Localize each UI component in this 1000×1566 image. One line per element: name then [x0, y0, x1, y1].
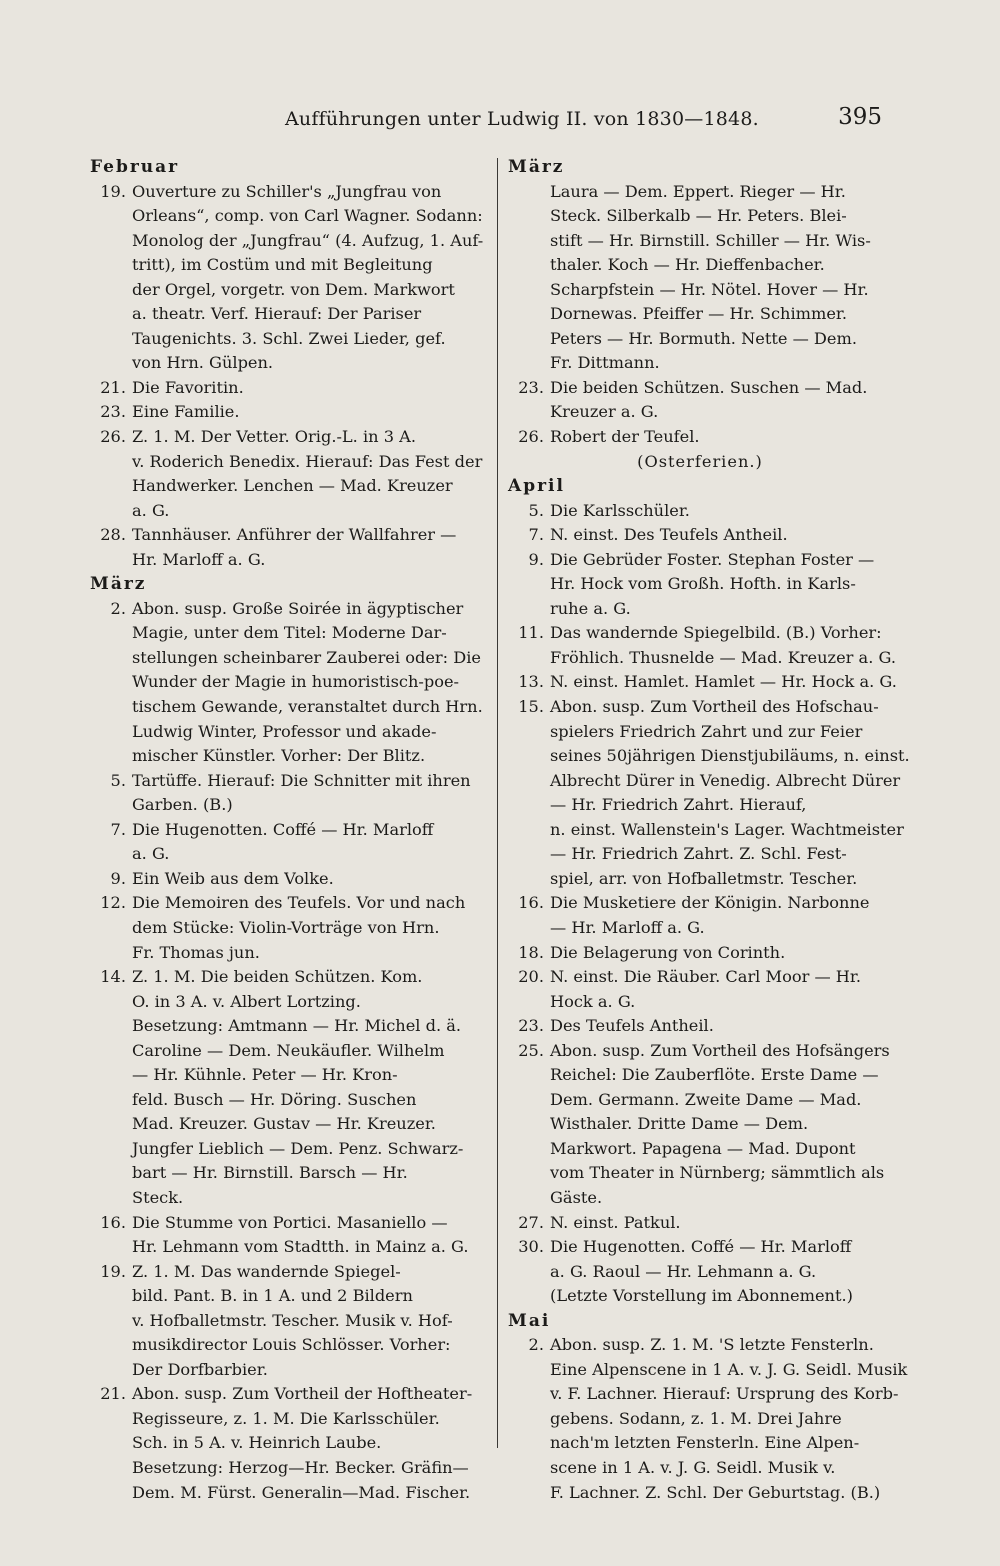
entry-date: 19. — [100, 181, 126, 201]
entry-text — [550, 965, 892, 1014]
performance-entry — [508, 1235, 892, 1309]
entry-text — [132, 891, 482, 965]
entry-line: Die Stumme von Portici. Masaniello — — [132, 1212, 448, 1232]
entry-line: Jungfer Lieblich — Dem. Penz. Schwarz- — [132, 1138, 464, 1158]
entry-line: spielers Friedrich Zahrt und zur Feier — [550, 721, 863, 741]
entry-text — [132, 769, 482, 818]
entry-line: Die Karlsschüler. — [550, 500, 690, 520]
entry-text — [550, 425, 892, 450]
entry-text — [550, 695, 910, 891]
entry-line: Gäste. — [550, 1187, 603, 1207]
section-note: (Osterferien.) — [637, 451, 763, 471]
entry-line: N. einst. Des Teufels Antheil. — [550, 525, 788, 545]
entry-line: Robert der Teufel. — [550, 427, 700, 447]
entry-line: Fr. Thomas jun. — [132, 942, 260, 962]
entry-date: 15. — [518, 697, 544, 717]
right-column — [508, 155, 910, 1505]
entry-line: Hr. Hock vom Großh. Hofth. in Karls- — [550, 574, 856, 594]
performance-entry — [508, 1014, 892, 1039]
entry-line: v. F. Lachner. Hierauf: Ursprung des Korb- — [550, 1384, 899, 1404]
entry-line: Taugenichts. 3. Schl. Zwei Lieder, gef. — [132, 328, 446, 348]
entry-line: v. Hofballetmstr. Tescher. Musik v. Hof- — [132, 1310, 453, 1330]
entry-line: a. G. — [132, 844, 170, 864]
entry-line: Caroline — Dem. Neukäufler. Wilhelm — [132, 1040, 445, 1060]
entry-date: 7. — [110, 819, 126, 839]
performance-entry — [90, 1260, 482, 1383]
entry-date: 21. — [100, 377, 126, 397]
entry-line: O. in 3 A. v. Albert Lortzing. — [132, 991, 361, 1011]
entry-line: Laura — Dem. Eppert. Rieger — Hr. — [550, 181, 846, 201]
performance-entry — [508, 523, 892, 548]
entry-date: 26. — [100, 427, 126, 447]
left-column — [90, 155, 482, 1505]
entry-date: 21. — [100, 1384, 126, 1404]
entry-date: 16. — [518, 893, 544, 913]
entry-line: Mad. Kreuzer. Gustav — Hr. Kreuzer. — [132, 1114, 436, 1134]
performance-entry — [508, 548, 892, 622]
performance-entry — [508, 621, 896, 670]
entry-line: — Hr. Friedrich Zahrt. Z. Schl. Fest- — [550, 844, 847, 864]
entry-line: Handwerker. Lenchen — Mad. Kreuzer — [132, 476, 453, 496]
entry-line: nach'm letzten Fensterln. Eine Alpen- — [550, 1433, 860, 1453]
month-heading: Mai — [508, 1310, 551, 1331]
entry-line: Wisthaler. Dritte Dame — Dem. — [550, 1114, 809, 1134]
entry-line: Garben. (B.) — [132, 795, 233, 815]
entry-line: Monolog der „Jungfrau“ (4. Aufzug, 1. Auf- — [132, 230, 484, 250]
performance-entry — [90, 1382, 482, 1505]
entry-line: Die Musketiere der Königin. Narbonne — [550, 893, 870, 913]
entry-date: 9. — [110, 868, 126, 888]
entry-line: a. G. — [132, 500, 170, 520]
entry-line: Dornewas. Pfeiffer — Hr. Schimmer. — [550, 304, 848, 324]
entry-line: Ein Weib aus dem Volke. — [132, 868, 334, 888]
entry-line: thaler. Koch — Hr. Dieffenbacher. — [550, 255, 825, 275]
entry-line: Kreuzer a. G. — [550, 402, 659, 422]
entry-line: gebens. Sodann, z. 1. M. Drei Jahre — [550, 1408, 842, 1428]
entry-line: Besetzung: Herzog—Hr. Becker. Gräfin— — [132, 1457, 469, 1477]
entry-line: tischem Gewande, veranstaltet durch Hrn. — [132, 697, 483, 717]
entry-text — [550, 1235, 892, 1309]
entry-text — [550, 891, 892, 940]
entry-line: Orleans“, comp. von Carl Wagner. Sodann: — [132, 206, 483, 226]
entry-line: Ludwig Winter, Professor und akade- — [132, 721, 437, 741]
entry-line: Des Teufels Antheil. — [550, 1016, 714, 1036]
entry-line: Die Memoiren des Teufels. Vor und nach — [132, 893, 466, 913]
entry-line: Sch. in 5 A. v. Heinrich Laube. — [132, 1433, 382, 1453]
entry-line: Abon. susp. Große Soirée in ägyptischer — [132, 598, 464, 618]
performance-entry — [90, 523, 482, 572]
entry-line: vom Theater in Nürnberg; sämmtlich als — [550, 1163, 885, 1183]
performance-entry — [508, 695, 910, 891]
entry-text — [550, 1211, 892, 1236]
performance-entry — [508, 965, 892, 1014]
entry-line: Abon. susp. Zum Vortheil des Hofsängers — [550, 1040, 890, 1060]
entry-line: Hr. Lehmann vom Stadtth. in Mainz a. G. — [132, 1237, 469, 1257]
entry-line: Die Belagerung von Corinth. — [550, 942, 786, 962]
entry-line: Magie, unter dem Titel: Moderne Dar- — [132, 623, 447, 643]
entry-line: — Hr. Kühnle. Peter — Hr. Kron- — [132, 1065, 398, 1085]
entry-line: a. G. Raoul — Hr. Lehmann a. G. — [550, 1261, 817, 1281]
performance-entry — [90, 376, 482, 401]
month-heading: April — [508, 476, 565, 497]
performance-entry — [90, 965, 482, 1210]
entry-line: Abon. susp. Zum Vortheil des Hofschau- — [550, 697, 879, 717]
entry-line: Z. 1. M. Der Vetter. Orig.-L. in 3 A. — [132, 427, 417, 447]
entry-text — [132, 400, 482, 425]
entry-date: 30. — [518, 1237, 544, 1257]
entry-line: feld. Busch — Hr. Döring. Suschen — [132, 1089, 417, 1109]
entry-line: scene in 1 A. v. J. G. Seidl. Musik v. — [550, 1457, 836, 1477]
entry-line: Fr. Dittmann. — [550, 353, 660, 373]
entry-line: ruhe a. G. — [550, 598, 631, 618]
entry-date: 28. — [100, 525, 126, 545]
entry-line: spiel, arr. von Hofballetmstr. Tescher. — [550, 868, 858, 888]
entry-line: Peters — Hr. Bormuth. Nette — Dem. — [550, 328, 857, 348]
entry-line: v. Roderich Benedix. Hierauf: Das Fest der — [132, 451, 483, 471]
entry-text — [132, 523, 482, 572]
entry-date: 2. — [528, 1335, 544, 1355]
entry-line: Die Gebrüder Foster. Stephan Foster — — [550, 549, 875, 569]
month-heading: Februar — [90, 157, 180, 177]
performance-entry — [508, 891, 892, 940]
entry-text — [550, 1333, 907, 1505]
entry-line: Der Dorfbarbier. — [132, 1359, 268, 1379]
entry-line: der Orgel, vorgetr. von Dem. Markwort — [132, 279, 455, 299]
entry-text — [132, 376, 482, 401]
entry-line: dem Stücke: Violin-Vorträge von Hrn. — [132, 917, 440, 937]
performance-entry — [508, 1333, 908, 1505]
column-divider — [497, 158, 498, 1448]
entry-line: Die Favoritin. — [132, 377, 244, 397]
entry-line: seines 50jährigen Dienstjubiläums, n. einst. — [550, 746, 910, 766]
performance-entry — [508, 670, 897, 695]
entry-line: bart — Hr. Birnstill. Barsch — Hr. — [132, 1163, 408, 1183]
entry-date: 5. — [110, 770, 126, 790]
entry-date: 14. — [100, 967, 126, 987]
entry-text — [550, 621, 896, 670]
entry-line: Scharpfstein — Hr. Nötel. Hover — Hr. — [550, 279, 869, 299]
entry-line: Steck. — [132, 1187, 184, 1207]
entry-text — [132, 965, 482, 1210]
entry-date: 5. — [528, 500, 544, 520]
performance-entry — [90, 818, 482, 867]
performance-entry — [508, 499, 892, 524]
entry-line: Eine Familie. — [132, 402, 240, 422]
performance-entry — [508, 941, 892, 966]
entry-date: 9. — [528, 549, 544, 569]
entry-date: 23. — [518, 1016, 544, 1036]
entry-date: 7. — [528, 525, 544, 545]
entry-line: stellungen scheinbarer Zauberei oder: Die — [132, 647, 481, 667]
entry-line: Dem. Germann. Zweite Dame — Mad. — [550, 1089, 862, 1109]
entry-date: 19. — [100, 1261, 126, 1281]
entry-line: stift — Hr. Birnstill. Schiller — Hr. Wis- — [550, 230, 871, 250]
entry-line: mischer Künstler. Vorher: Der Blitz. — [132, 746, 426, 766]
month-heading: März — [508, 157, 565, 177]
entry-date: 18. — [518, 942, 544, 962]
entry-text — [132, 818, 482, 867]
entry-line: Wunder der Magie in humoristisch-poe- — [132, 672, 459, 692]
performance-entry — [508, 425, 892, 450]
entry-date: 12. — [100, 893, 126, 913]
performance-entry — [508, 376, 892, 425]
entry-line: Tartüffe. Hierauf: Die Schnitter mit ihren — [132, 770, 471, 790]
entry-line: Die beiden Schützen. Suschen — Mad. — [550, 377, 868, 397]
entry-date: 26. — [518, 427, 544, 447]
entry-text — [132, 1260, 482, 1383]
entry-text — [132, 1382, 482, 1505]
entry-line: Fröhlich. Thusnelde — Mad. Kreuzer a. G. — [550, 647, 896, 667]
performance-entry — [508, 1211, 892, 1236]
entry-text — [132, 597, 483, 769]
entry-line: N. einst. Hamlet. Hamlet — Hr. Hock a. G. — [550, 672, 897, 692]
entry-date: 27. — [518, 1212, 544, 1232]
performance-entry — [90, 425, 482, 523]
entry-date: 20. — [518, 967, 544, 987]
entry-date: 25. — [518, 1040, 544, 1060]
entry-text — [132, 1211, 482, 1260]
entry-date: 2. — [110, 598, 126, 618]
entry-date: 23. — [100, 402, 126, 422]
entry-line: Albrecht Dürer in Venedig. Albrecht Dürer — [550, 770, 901, 790]
entry-text — [550, 548, 892, 622]
entry-line: Das wandernde Spiegelbild. (B.) Vorher: — [550, 623, 882, 643]
entry-line: Dem. M. Fürst. Generalin—Mad. Fischer. — [132, 1482, 471, 1502]
performance-entry — [508, 180, 892, 376]
entry-line: a. theatr. Verf. Hierauf: Der Pariser — [132, 304, 422, 324]
entry-line: Z. 1. M. Die beiden Schützen. Kom. — [132, 967, 423, 987]
entry-date: 13. — [518, 672, 544, 692]
entry-text — [550, 1014, 892, 1039]
entry-text — [550, 1039, 892, 1211]
entry-line: — Hr. Friedrich Zahrt. Hierauf, — [550, 795, 807, 815]
entry-line: Abon. susp. Z. 1. M. 'S letzte Fensterln. — [550, 1335, 874, 1355]
entry-line: n. einst. Wallenstein's Lager. Wachtmeister — [550, 819, 904, 839]
entry-line: — Hr. Marloff a. G. — [550, 917, 705, 937]
month-heading: März — [90, 574, 147, 595]
entry-text — [550, 376, 892, 425]
entry-line: F. Lachner. Z. Schl. Der Geburtstag. (B.) — [550, 1482, 881, 1502]
entry-line: N. einst. Patkul. — [550, 1212, 681, 1232]
performance-entry — [90, 867, 482, 892]
entry-text — [550, 499, 892, 524]
entry-line: Hock a. G. — [550, 991, 636, 1011]
performance-entry — [90, 1211, 482, 1260]
entry-line: Abon. susp. Zum Vortheil der Hoftheater- — [132, 1384, 473, 1404]
performance-entry — [90, 597, 482, 769]
entry-line: Z. 1. M. Das wandernde Spiegel- — [132, 1261, 401, 1281]
entry-text — [132, 867, 482, 892]
performance-entry — [508, 1039, 892, 1211]
entry-line: Markwort. Papagena — Mad. Dupont — [550, 1138, 856, 1158]
entry-line: musikdirector Louis Schlösser. Vorher: — [132, 1335, 451, 1355]
entry-line: Ouverture zu Schiller's „Jungfrau von — [132, 181, 442, 201]
entry-line: Die Hugenotten. Coffé — Hr. Marloff — [550, 1237, 852, 1257]
entry-text — [550, 941, 892, 966]
performance-entry — [90, 180, 482, 376]
entry-line: Hr. Marloff a. G. — [132, 549, 266, 569]
entry-line: Die Hugenotten. Coffé — Hr. Marloff — [132, 819, 434, 839]
page-number: 395 — [838, 104, 882, 130]
performance-entry — [90, 400, 482, 425]
entry-text — [132, 425, 482, 523]
entry-text — [550, 180, 892, 376]
entry-line: (Letzte Vorstellung im Abonnement.) — [550, 1286, 853, 1306]
entry-line: Tannhäuser. Anführer der Wallfahrer — — [132, 525, 457, 545]
entry-date: 23. — [518, 377, 544, 397]
entry-date — [508, 180, 550, 376]
entry-line: tritt), im Costüm und mit Begleitung — [132, 255, 433, 275]
entry-text — [132, 180, 483, 376]
entry-text — [550, 523, 892, 548]
running-title: Aufführungen unter Ludwig II. von 1830—1848. — [285, 108, 759, 130]
entry-line: Steck. Silberkalb — Hr. Peters. Blei- — [550, 206, 847, 226]
entry-text — [550, 670, 897, 695]
entry-line: bild. Pant. B. in 1 A. und 2 Bildern — [132, 1286, 413, 1306]
entry-date: 11. — [518, 623, 544, 643]
entry-line: von Hrn. Gülpen. — [132, 353, 274, 373]
entry-line: Eine Alpenscene in 1 A. v. J. G. Seidl. Musik — [550, 1359, 908, 1379]
running-header — [0, 104, 1000, 138]
entry-line: Reichel: Die Zauberflöte. Erste Dame — — [550, 1065, 879, 1085]
entry-line: Besetzung: Amtmann — Hr. Michel d. ä. — [132, 1016, 462, 1036]
entry-line: N. einst. Die Räuber. Carl Moor — Hr. — [550, 967, 862, 987]
entry-date: 16. — [100, 1212, 126, 1232]
entry-line: Regisseure, z. 1. M. Die Karlsschüler. — [132, 1408, 440, 1428]
performance-entry — [90, 891, 482, 965]
performance-entry — [90, 769, 482, 818]
